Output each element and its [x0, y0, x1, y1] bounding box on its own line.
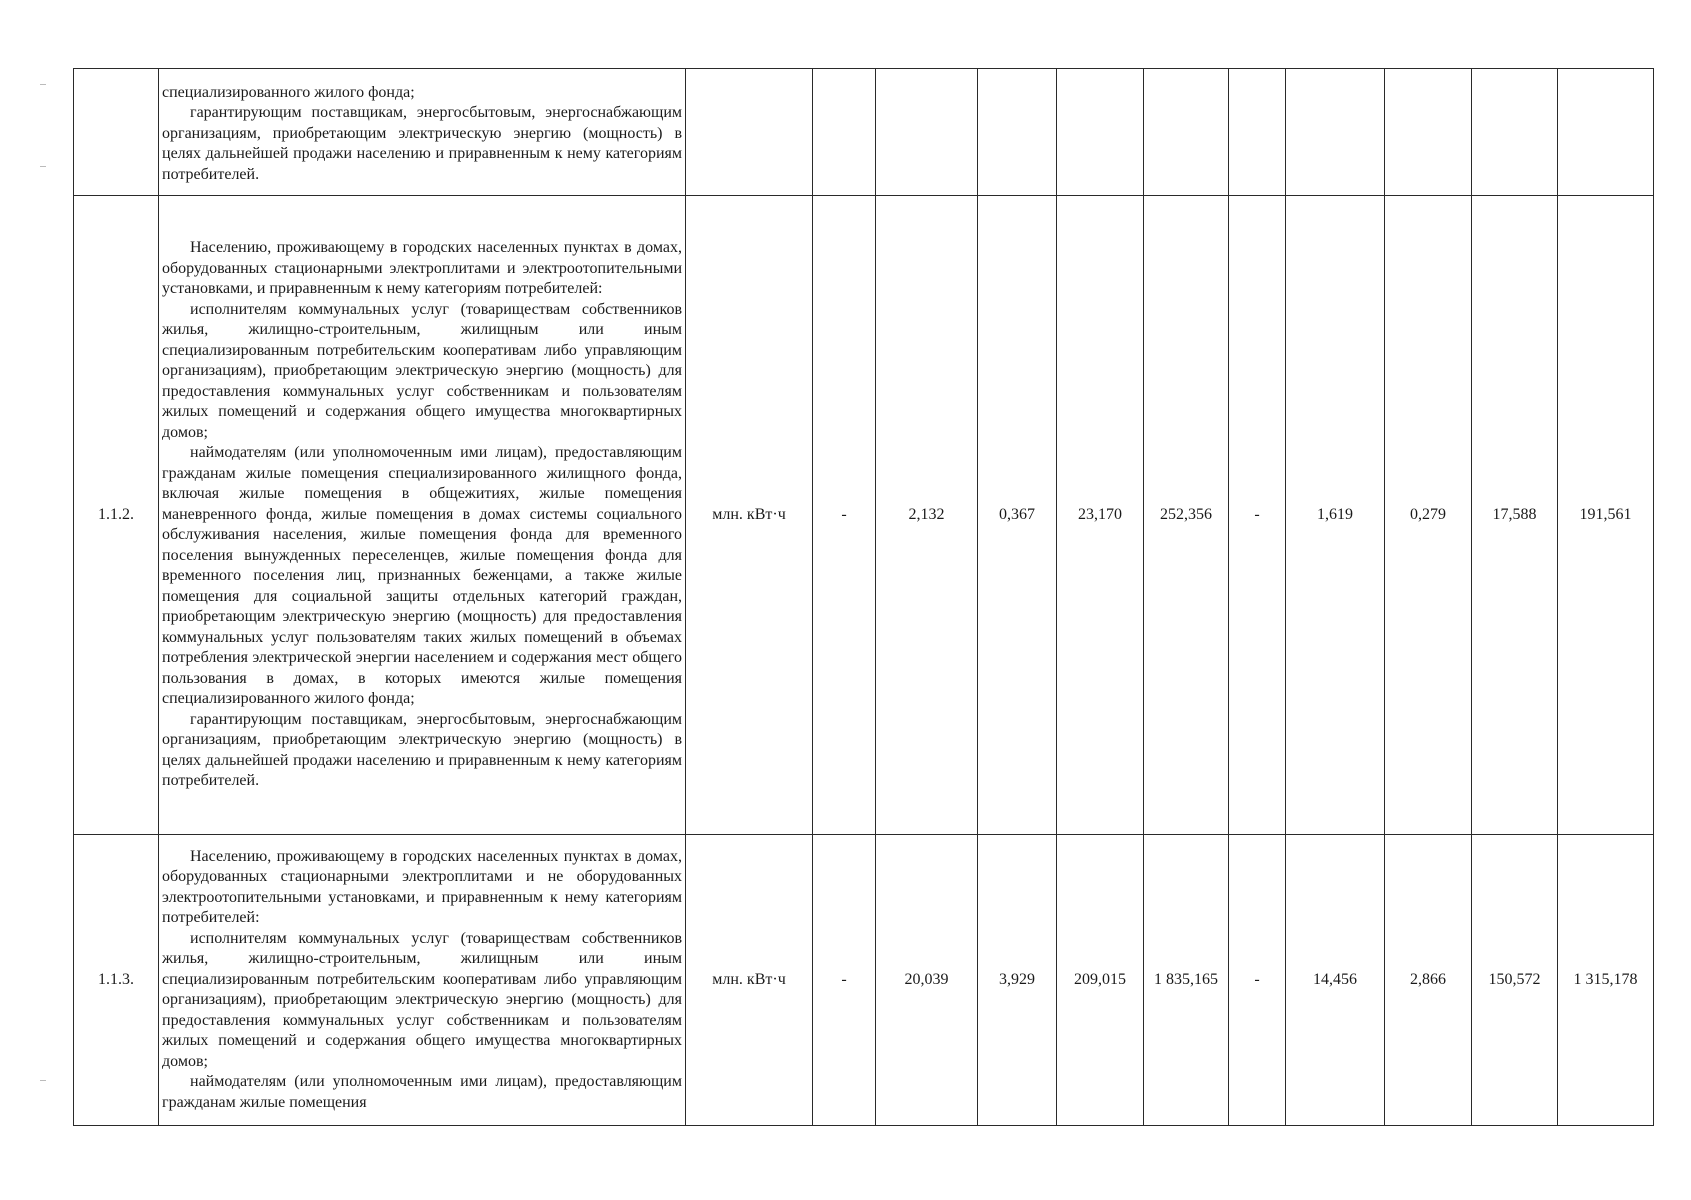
unit-cell: млн. кВт·ч [686, 835, 813, 1126]
value-cell: - [1229, 196, 1286, 835]
value-cell [1558, 69, 1654, 196]
unit-cell: млн. кВт·ч [686, 196, 813, 835]
value-cell [1144, 69, 1229, 196]
description-paragraph: исполнителям коммунальных услуг (товариществам собственников жилья, жилищно-строительным, жилищным или иным специализированным потребительским кооперативам либо управляющим организациям), приобретающим электрическую энергию (мощность) для предоставления коммунальных услуг собственникам и пользователям жилых помещений и содержания общего имущества многоквартирных домов; [162, 300, 682, 441]
table-row [74, 835, 1654, 1126]
unit-cell [686, 69, 813, 196]
value-cell: - [813, 835, 876, 1126]
scan-mark [40, 84, 46, 85]
value-cell [813, 69, 876, 196]
value-cell: 0,279 [1385, 196, 1472, 835]
description-paragraph: наймодателям (или уполномоченным ими лицам), предоставляющим гражданам жилые помещения специализированного жилищного фонда, включая жилые помещения в общежитиях, жилые помещения маневренного фонда, жилые помещения в домах системы социального обслуживания населения, жилые помещения фонда для временного поселения вынужденных переселенцев, жилые помещения фонда для временного поселения лиц, признанных беженцами, а также жилые помещения для социальной защиты отдельных категорий граждан, приобретающим электрическую энергию (мощность) для предоставления коммунальных услуг пользователям таких жилых помещений в объемах потребления электрической энергии населением и содержания мест общего пользования в домах, в которых имеются жилые помещения специализированного жилого фонда; [162, 444, 682, 708]
description-paragraph: исполнителям коммунальных услуг (товариществам собственников жилья, жилищно-строительным, жилищным или иным специализированным потребительским кооперативам либо управляющим организациям), приобретающим электрическую энергию (мощность) для предоставления коммунальных услуг собственникам и пользователям жилых помещений и содержания общего имущества многоквартирных домов; [162, 929, 682, 1070]
value-cell: 252,356 [1144, 196, 1229, 835]
tariff-volume-table [73, 68, 1654, 1126]
value-cell: 150,572 [1472, 835, 1558, 1126]
value-cell: 3,929 [978, 835, 1057, 1126]
value-cell [978, 69, 1057, 196]
value-cell: 1 835,165 [1144, 835, 1229, 1126]
value-cell [1385, 69, 1472, 196]
value-cell: 1,619 [1286, 196, 1385, 835]
row-description [159, 196, 686, 835]
row-description [159, 69, 686, 196]
scan-mark [40, 166, 46, 167]
value-cell: - [813, 196, 876, 835]
description-paragraph: Населению, проживающему в городских населенных пунктах в домах, оборудованных стационарными электроплитами и электроотопительными установками, и приравненным к нему категориям потребителей: [162, 239, 682, 298]
table-row [74, 69, 1654, 196]
scan-mark [40, 1080, 46, 1081]
description-paragraph: гарантирующим поставщикам, энергосбытовым, энергоснабжающим организациям, приобретающим электрическую энергию (мощность) в целях дальнейшей продажи населению и приравненным к нему категориям потребителей. [162, 104, 682, 183]
description-paragraph: гарантирующим поставщикам, энергосбытовым, энергоснабжающим организациям, приобретающим электрическую энергию (мощность) в целях дальнейшей продажи населению и приравненным к нему категориям потребителей. [162, 710, 682, 790]
value-cell [1057, 69, 1144, 196]
value-cell [1472, 69, 1558, 196]
row-code [74, 69, 159, 196]
value-cell [1229, 69, 1286, 196]
value-cell: 23,170 [1057, 196, 1144, 835]
value-cell: 209,015 [1057, 835, 1144, 1126]
value-cell [1286, 69, 1385, 196]
value-cell: 17,588 [1472, 196, 1558, 835]
value-cell: 1 315,178 [1558, 835, 1654, 1126]
description-paragraph: наймодателям (или уполномоченным ими лицам), предоставляющим гражданам жилые помещения [162, 1073, 682, 1111]
row-code: 1.1.2. [74, 196, 159, 835]
value-cell [876, 69, 978, 196]
value-cell: 20,039 [876, 835, 978, 1126]
value-cell: 14,456 [1286, 835, 1385, 1126]
value-cell: 2,132 [876, 196, 978, 835]
description-paragraph: Населению, проживающему в городских населенных пунктах в домах, оборудованных стационарными электроплитами и не оборудованных электроотопительными установками, и приравненным к нему категориям потребителей: [162, 847, 682, 927]
value-cell: 191,561 [1558, 196, 1654, 835]
value-cell: 0,367 [978, 196, 1057, 835]
value-cell: - [1229, 835, 1286, 1126]
row-description [159, 835, 686, 1126]
table-row [74, 196, 1654, 835]
description-paragraph: специализированного жилого фонда; [162, 83, 415, 101]
row-code: 1.1.3. [74, 835, 159, 1126]
value-cell: 2,866 [1385, 835, 1472, 1126]
